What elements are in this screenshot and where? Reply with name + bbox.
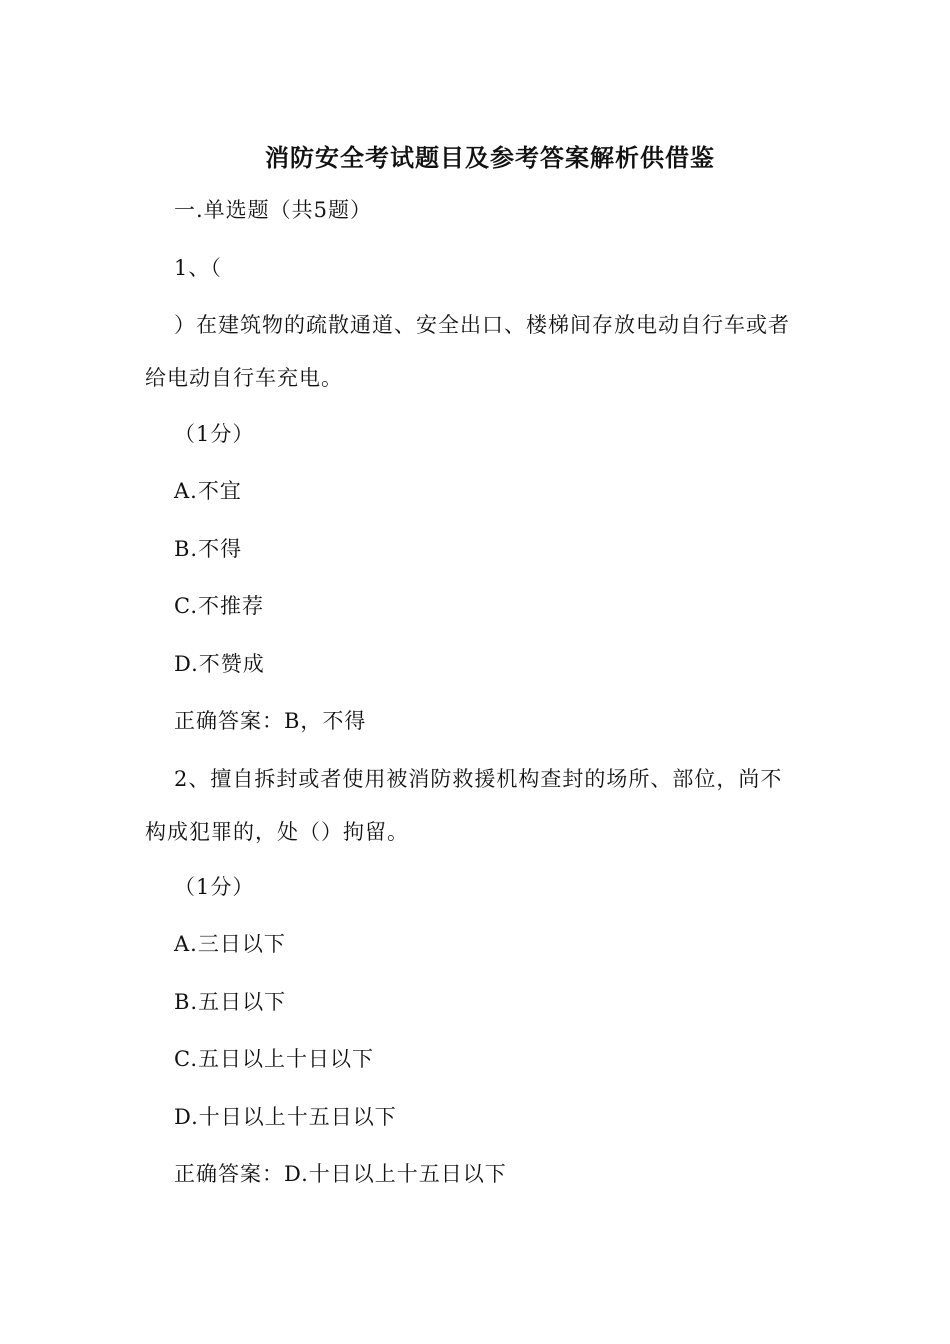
question-1-stem-line-1: ）在建筑物的疏散通道、安全出口、楼梯间存放电动自行车或者 — [174, 313, 790, 337]
question-1-score: （1分） — [174, 422, 255, 446]
question-2-score: （1分） — [174, 875, 255, 899]
question-1-option-c: C.不推荐 — [174, 594, 264, 618]
section-heading: 一.单选题（共5题） — [174, 198, 373, 222]
question-2-answer: 正确答案：D.十日以上十五日以下 — [174, 1162, 507, 1186]
question-2-option-d: D.十日以上十五日以下 — [174, 1105, 397, 1129]
question-2-stem-line-1: 2、擅自拆封或者使用被消防救援机构查封的场所、部位，尚不 — [174, 767, 783, 791]
question-2-option-b: B.五日以下 — [174, 990, 287, 1014]
question-1-option-d: D.不赞成 — [174, 652, 265, 676]
question-1-number: 1、（ — [174, 256, 222, 280]
question-1-answer: 正确答案：B，不得 — [174, 709, 367, 733]
question-1-option-a: A.不宜 — [174, 479, 242, 503]
question-2-option-a: A.三日以下 — [174, 932, 286, 956]
question-1-stem-line-2: 给电动自行车充电。 — [145, 366, 343, 390]
question-2-option-c: C.五日以上十日以下 — [174, 1047, 374, 1071]
document-title: 消防安全考试题目及参考答案解析供借鉴 — [265, 143, 715, 172]
question-2-stem-line-2: 构成犯罪的，处（）拘留。 — [145, 820, 409, 844]
question-1-option-b: B.不得 — [174, 537, 243, 561]
